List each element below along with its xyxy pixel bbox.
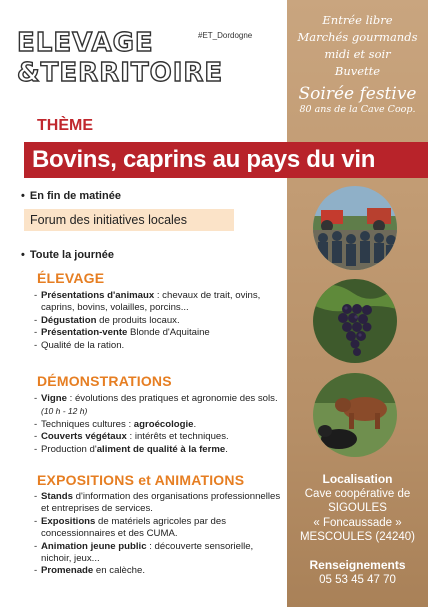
bar: Buvette — [334, 64, 381, 78]
free-entry: Entrée libre — [322, 13, 393, 27]
location-line-1: Cave coopérative de — [304, 487, 411, 500]
list-item: - Animation jeune public : découverte sensorielle, nichoir, jeux... — [34, 541, 284, 566]
contact-block — [287, 558, 428, 588]
list-item: - Techniques cultures : agroécologie. — [34, 419, 284, 431]
hashtag: #ET_Dordogne — [198, 31, 253, 40]
forum-box — [24, 209, 234, 231]
section-title-elevage: ÉLEVAGE — [37, 270, 105, 286]
location-line-2: SIGOULES — [328, 502, 387, 514]
list-item: - Présentation-vente Blonde d'Aquitaine — [34, 327, 284, 339]
event-highlights — [287, 12, 428, 116]
morning-label: • En fin de matinée — [21, 190, 121, 202]
list-item: - Présentations d'animaux : chevaux de trait, ovins, caprins, bovins, volailles, porcins... — [34, 290, 284, 315]
logo-line-2: &TERRITOIRE — [17, 58, 224, 88]
crowd-photo — [313, 186, 397, 270]
list-item: - Dégustation de produits locaux. — [34, 315, 284, 327]
festive-evening-sub: 80 ans de la Cave Coop. — [299, 104, 416, 115]
contact-phone: 05 53 45 47 70 — [319, 574, 396, 586]
theme-label: THÈME — [37, 117, 93, 134]
allday-label: • Toute la journée — [21, 249, 114, 261]
list-item: - Vigne : évolutions des pratiques et agronomie des sols. (10 h - 12 h) — [34, 393, 284, 419]
cattle-photo — [313, 373, 397, 457]
elevage-list — [34, 290, 284, 352]
section-title-expos: EXPOSITIONS et ANIMATIONS — [37, 472, 245, 488]
forum-text: Forum des initiatives locales — [30, 213, 188, 227]
location-line-4: MESCOULES (24240) — [299, 531, 416, 543]
contact-title: Renseignements — [309, 558, 406, 572]
midday-evening: midi et soir — [324, 47, 391, 61]
grapes-photo — [313, 279, 397, 363]
logo-line-1: ELEVAGE — [17, 28, 154, 58]
list-item: - Couverts végétaux : intérêts et techniques. — [34, 431, 284, 443]
location-block — [287, 472, 428, 545]
section-title-demos: DÉMONSTRATIONS — [37, 373, 172, 389]
location-title: Localisation — [322, 472, 393, 486]
location-line-3: « Foncaussade » — [313, 516, 402, 529]
festive-evening: Soirée festive — [298, 84, 417, 104]
list-item: - Stands d'information des organisations professionnelles et entreprises de services. — [34, 491, 284, 516]
list-item: - Expositions de matériels agricoles par des concessionnaires et des CUMA. — [34, 516, 284, 541]
theme-banner — [24, 142, 428, 178]
list-item: - Promenade en calèche. — [34, 565, 284, 577]
list-item: - Qualité de la ration. — [34, 340, 284, 352]
gourmet-markets: Marchés gourmands — [297, 30, 418, 44]
theme-title: Bovins, caprins au pays du vin — [32, 146, 376, 173]
demos-list — [34, 393, 284, 456]
list-item: - Production d'aliment de qualité à la ferme. — [34, 444, 284, 456]
expos-list — [34, 491, 284, 578]
